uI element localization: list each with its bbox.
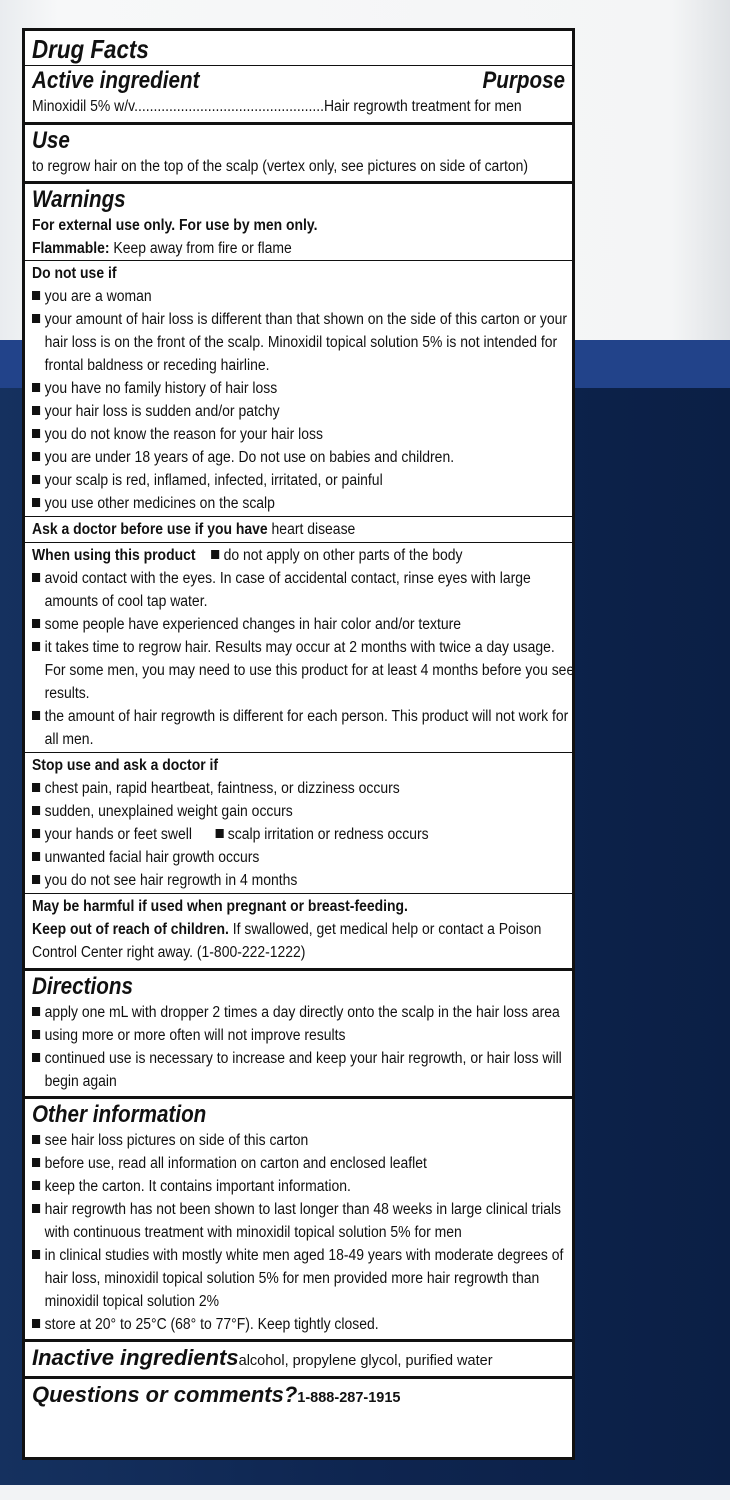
warnings-section	[25, 184, 575, 971]
do-not-use-block	[25, 260, 572, 516]
flammable-text: Keep away from fire or flame	[109, 240, 292, 257]
list-item: in clinical studies with mostly white men aged 18-49 years with moderate degrees of hair loss, minoxidil topical solution 5% for men provided more hair regrowth than minoxidil topical solution 2%	[32, 1244, 577, 1313]
external-use-warning: For external use only. For use by men only.	[32, 217, 318, 234]
other-information-heading: Other information	[32, 1101, 207, 1128]
stop-use-heading: Stop use and ask a doctor if	[32, 757, 219, 774]
list-item: you do not see hair regrowth in 4 months	[32, 869, 577, 892]
use-section	[25, 125, 572, 184]
list-item: using more or more often will not improve results	[32, 1024, 577, 1047]
do-not-use-heading: Do not use if	[32, 265, 117, 282]
list-item: your amount of hair loss is different than that shown on the side of this carton or your hair loss is on the front of the scalp. Minoxidil topical solution 5% is not intended for frontal baldness or receding hairline.	[32, 308, 577, 377]
ask-doctor-text: heart disease	[267, 521, 356, 538]
list-item: keep the carton. It contains important information.	[32, 1175, 577, 1198]
list-item: sudden, unexplained weight gain occurs	[32, 800, 577, 823]
directions-heading: Directions	[32, 973, 133, 1000]
list-item: avoid contact with the eyes. In case of accidental contact, rinse eyes with large amounts of cool tap water.	[32, 567, 577, 613]
flammable-warning	[32, 237, 512, 260]
questions-section	[25, 1379, 572, 1413]
ask-doctor-block	[25, 516, 572, 542]
inactive-ingredients-section	[25, 1342, 572, 1379]
questions-heading: Questions or comments?	[32, 1382, 298, 1407]
other-information-section	[25, 1099, 572, 1342]
warnings-heading: Warnings	[32, 186, 126, 213]
drug-facts-panel	[22, 28, 575, 1460]
pregnancy-block	[25, 893, 572, 965]
list-item: you do not know the reason for your hair loss	[32, 423, 577, 446]
directions-section	[25, 971, 572, 1099]
list-item: continued use is necessary to increase and keep your hair regrowth, or hair loss will begin again	[32, 1047, 577, 1093]
list-item: it takes time to regrow hair. Results may occur at 2 months with twice a day usage. For some men, you may need to use this product for at least 4 months before you see results.	[32, 636, 577, 705]
title-section	[25, 31, 572, 125]
keep-out-warning: Keep out of reach of children. If swallowed, get medical help or contact a Poison Control Center right away. (1-800-222-1222)	[32, 921, 542, 961]
list-item: you are under 18 years of age. Do not use on babies and children.	[32, 446, 577, 469]
questions-phone: 1-888-287-1915	[297, 1390, 401, 1406]
when-using-heading: When using this product	[32, 547, 196, 564]
when-using-first: do not apply on other parts of the body	[223, 547, 463, 564]
use-text: to regrow hair on the top of the scalp (vertex only, see pictures on side of carton)	[32, 158, 529, 175]
active-ingredient-line: Minoxidil 5% w/v.................................................Hair regrowth treatment for men	[32, 98, 522, 115]
use-heading: Use	[32, 127, 70, 154]
list-item: before use, read all information on carton and enclosed leaflet	[32, 1152, 577, 1175]
list-item: apply one mL with dropper 2 times a day directly onto the scalp in the hair loss area	[32, 1001, 577, 1024]
inactive-ingredients-heading: Inactive ingredients	[32, 1345, 239, 1370]
list-item: your hands or feet swell scalp irritation or redness occurs	[32, 823, 577, 846]
when-using-block	[25, 542, 575, 752]
ask-doctor-label: Ask a doctor before use if you have	[32, 521, 268, 538]
flammable-label: Flammable:	[32, 240, 110, 257]
pregnancy-warning: May be harmful if used when pregnant or breast-feeding.	[32, 898, 408, 915]
list-item: you are a woman	[32, 285, 577, 308]
active-ingredient-heading: Active ingredient	[32, 67, 200, 94]
drug-facts-title: Drug Facts	[32, 34, 149, 64]
list-item: chest pain, rapid heartbeat, faintness, or dizziness occurs	[32, 777, 577, 800]
list-item: you use other medicines on the scalp	[32, 492, 577, 515]
list-item: your hair loss is sudden and/or patchy	[32, 400, 577, 423]
list-item: some people have experienced changes in hair color and/or texture	[32, 613, 577, 636]
list-item: the amount of hair regrowth is different for each person. This product will not work for all men.	[32, 705, 577, 751]
carton-background-bottom	[0, 1485, 730, 1500]
list-item: hair regrowth has not been shown to last longer than 48 weeks in large clinical trials with continuous treatment with minoxidil topical solution 5% for men	[32, 1198, 577, 1244]
list-item: see hair loss pictures on side of this carton	[32, 1129, 577, 1152]
stop-use-block	[25, 752, 572, 893]
list-item: you have no family history of hair loss	[32, 377, 577, 400]
list-item: store at 20° to 25°C (68° to 77°F). Keep tightly closed.	[32, 1313, 577, 1336]
list-item: your scalp is red, inflamed, infected, irritated, or painful	[32, 469, 577, 492]
inactive-ingredients-text: alcohol, propylene glycol, purified water	[238, 1353, 493, 1369]
list-item: unwanted facial hair growth occurs	[32, 846, 577, 869]
purpose-heading: Purpose	[482, 67, 565, 94]
